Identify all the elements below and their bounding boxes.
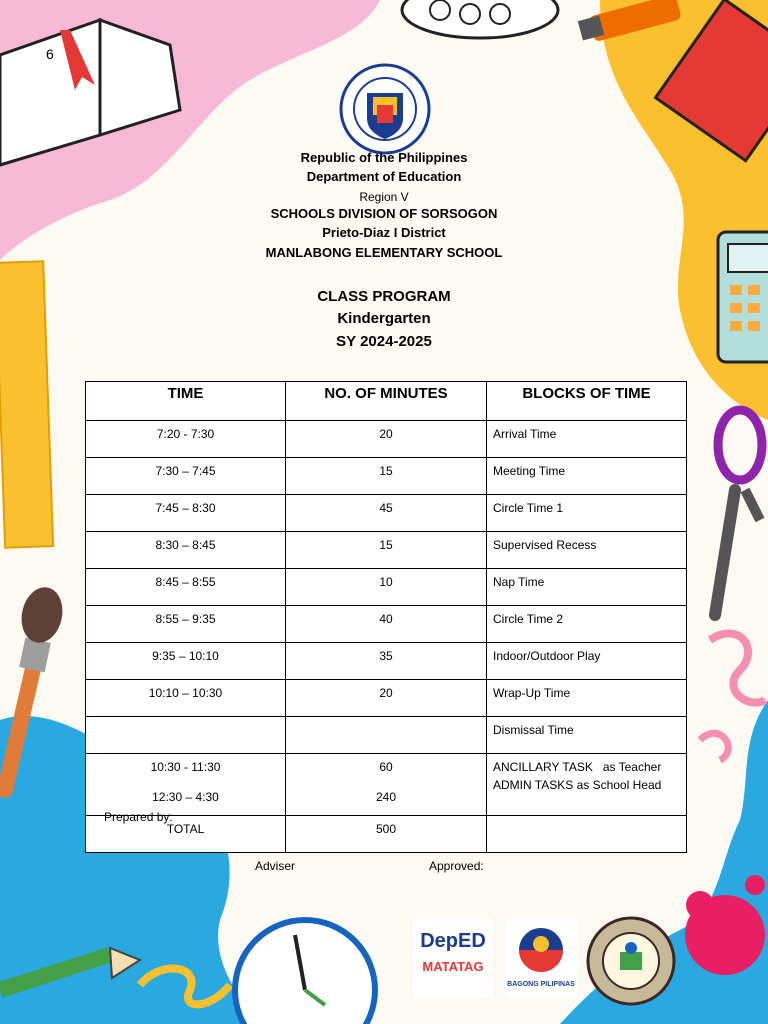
cell-block: Wrap-Up Time [487,680,687,717]
cell-minutes: 10 [286,569,487,606]
header-minutes: NO. OF MINUTES [286,382,487,421]
deped-seal-logo [339,63,431,155]
cell-time: 8:30 – 8:45 [86,532,286,569]
cell-minutes: 20 [286,680,487,717]
table-row [86,495,687,532]
cell-minutes: 15 [286,532,487,569]
approved-label: Approved: [429,859,484,873]
bagong-pilipinas-text: BAGONG PILIPINAS [507,981,575,988]
table-row [86,532,687,569]
cell-total-minutes: 500 [286,816,487,853]
adviser-label: Adviser [255,859,296,873]
cell-block: Meeting Time [487,458,687,495]
header-time: TIME [86,382,286,421]
header-district: Prieto-Diaz I District [322,225,446,240]
cell-minutes: 15 [286,458,487,495]
title-class-program: CLASS PROGRAM [317,288,451,305]
bagong-pilipinas-emblem [511,924,571,976]
cell-minutes: 20 [286,421,487,458]
matatag-logo-text: MATATAG [422,959,484,974]
ancillary-time-1: 10:30 - 11:30 [150,760,221,774]
table-row [86,421,687,458]
table-row [86,606,687,643]
cell-minutes [286,754,487,816]
table-row [86,643,687,680]
table-row [86,569,687,606]
table-row [86,680,687,717]
cell-time: 8:55 – 9:35 [86,606,286,643]
ancillary-min-2: 240 [375,790,397,804]
cell-block [487,754,687,816]
cell-time [86,717,286,754]
cell-block: Supervised Recess [487,532,687,569]
cell-time: 8:45 – 8:55 [86,569,286,606]
cell-block: Arrival Time [487,421,687,458]
page-number: 6 [46,46,54,62]
header-school: MANLABONG ELEMENTARY SCHOOL [265,245,503,260]
table-row-ancillary [86,754,687,816]
cell-block: Indoor/Outdoor Play [487,643,687,680]
deped-logo-text: DepED [420,930,486,952]
cell-minutes: 35 [286,643,487,680]
header-blocks: BLOCKS OF TIME [487,382,687,421]
ancillary-block-2: ADMIN TASKS as School Head [493,778,662,792]
bagong-pilipinas-logo [505,918,577,998]
cell-time [86,754,286,816]
cell-time: 7:45 – 8:30 [86,495,286,532]
cell-minutes: 45 [286,495,487,532]
title-school-year: SY 2024-2025 [336,333,432,350]
table-row [86,717,687,754]
cell-minutes: 40 [286,606,487,643]
header-division: SCHOOLS DIVISION OF SORSOGON [270,206,498,221]
header-republic: Republic of the Philippines [300,150,468,165]
ancillary-time-2: 12:30 – 4:30 [152,790,219,804]
cell-time: 10:10 – 10:30 [86,680,286,717]
cell-total-block [487,816,687,853]
table-row [86,458,687,495]
cell-time: 7:30 – 7:45 [86,458,286,495]
cell-block: Circle Time 2 [487,606,687,643]
cell-block: Dismissal Time [487,717,687,754]
class-program-table [85,381,687,853]
table-row-total [86,816,687,853]
deped-matatag-logo [414,918,492,998]
cell-time: 7:20 - 7:30 [86,421,286,458]
ancillary-min-1: 60 [379,760,393,774]
cell-total-label: TOTAL [86,816,286,853]
ancillary-block-1: ANCILLARY TASK as Teacher [493,760,662,774]
header-region: Region V [359,190,409,204]
cell-block: Nap Time [487,569,687,606]
cell-minutes [286,717,487,754]
title-grade-level: Kindergarten [337,310,431,327]
cell-time: 9:35 – 10:10 [86,643,286,680]
header-department: Department of Education [306,169,462,184]
cell-block: Circle Time 1 [487,495,687,532]
prepared-by-label: Prepared by: [104,810,173,824]
school-seal-logo [582,916,680,1006]
table-header-row [86,382,687,421]
